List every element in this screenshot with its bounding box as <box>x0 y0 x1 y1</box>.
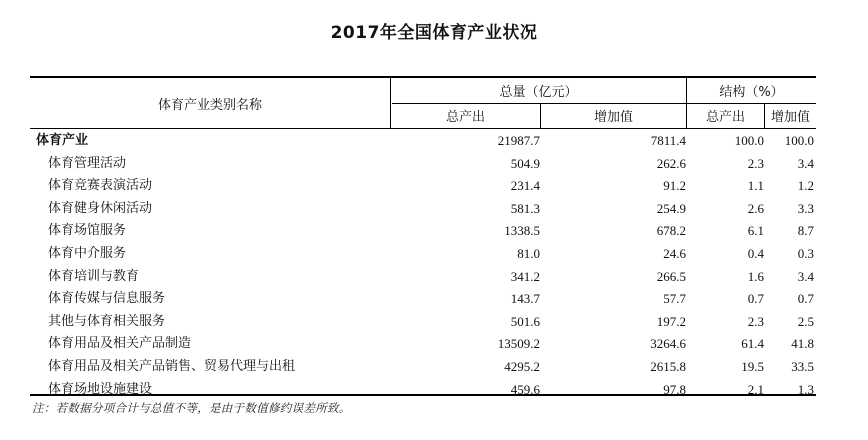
table-row <box>30 266 816 289</box>
cell-output-pct: 0.7 <box>747 291 764 307</box>
row-name: 体育场地设施建设 <box>48 381 153 397</box>
table-row <box>30 243 816 266</box>
cell-value-added-pct: 8.7 <box>797 223 814 239</box>
cell-value-added: 91.2 <box>663 178 686 194</box>
cell-output: 4295.2 <box>504 359 540 374</box>
cell-output: 21987.7 <box>497 133 540 148</box>
cell-output-pct: 2.3 <box>747 313 764 329</box>
table-row <box>30 220 816 243</box>
header-bottom-rule <box>30 128 816 129</box>
row-name: 体育健身休闲活动 <box>48 200 153 216</box>
cell-output: 143.7 <box>510 291 540 307</box>
sports-industry-table <box>30 76 816 396</box>
table-row <box>30 198 816 221</box>
cell-output-pct: 2.6 <box>747 200 764 216</box>
table-row <box>30 333 816 356</box>
header-total-group: 总量（亿元） <box>499 85 578 100</box>
header-category: 体育产业类别名称 <box>157 97 262 113</box>
cell-value-added-pct: 2.5 <box>797 313 814 329</box>
cell-value-added: 678.2 <box>656 223 686 239</box>
table-row <box>30 288 816 311</box>
cell-output-pct: 1.1 <box>747 178 764 194</box>
cell-value-added: 24.6 <box>663 246 686 261</box>
row-name: 体育用品及相关产品制造 <box>48 336 192 352</box>
cell-value-added-pct: 3.4 <box>797 155 814 171</box>
cell-output: 81.0 <box>517 246 540 261</box>
cell-value-added: 57.7 <box>663 291 686 307</box>
row-name: 体育竞赛表演活动 <box>48 178 153 194</box>
cell-output: 581.3 <box>510 200 540 216</box>
cell-output: 504.9 <box>510 155 540 171</box>
cell-output: 13509.2 <box>497 336 540 352</box>
header-output-pct: 总产出 <box>705 110 745 125</box>
table-row <box>30 175 816 198</box>
cell-output: 341.2 <box>510 268 540 284</box>
cell-output: 1338.5 <box>504 223 540 239</box>
cell-value-added-pct: 1.2 <box>797 178 814 194</box>
cell-value-added-pct: 33.5 <box>791 359 814 374</box>
cell-value-added-pct: 41.8 <box>791 336 814 352</box>
cell-value-added-pct: 3.4 <box>797 268 814 284</box>
cell-value-added-pct: 0.7 <box>797 291 814 307</box>
row-name: 体育管理活动 <box>48 155 127 171</box>
row-name: 体育中介服务 <box>48 246 127 261</box>
table-row <box>30 356 816 379</box>
cell-output-pct: 2.3 <box>747 155 764 171</box>
header-output: 总产出 <box>445 110 485 125</box>
header-structure-group: 结构（%） <box>719 85 784 100</box>
cell-output: 501.6 <box>510 313 540 329</box>
table-row <box>30 130 816 153</box>
header-value-added: 增加值 <box>593 110 633 125</box>
cell-output: 231.4 <box>510 178 540 194</box>
row-name: 体育场馆服务 <box>48 223 127 239</box>
cell-value-added: 254.9 <box>656 200 686 216</box>
cell-output-pct: 6.1 <box>747 223 764 239</box>
cell-value-added: 197.2 <box>656 313 686 329</box>
cell-output-pct: 2.1 <box>747 381 764 397</box>
table-title: 2017年全国体育产业状况 <box>330 23 538 43</box>
table-row <box>30 311 816 334</box>
cell-value-added: 97.8 <box>663 381 686 397</box>
table-row <box>30 379 816 402</box>
row-name: 其他与体育相关服务 <box>48 313 166 329</box>
footnote: 注：若数据分项合计与总值不等，是由于数值修约误差所致。 <box>32 401 351 415</box>
cell-output: 459.6 <box>510 381 540 397</box>
cell-value-added-pct: 3.3 <box>797 200 814 216</box>
cell-value-added-pct: 1.3 <box>797 381 814 397</box>
cell-output-pct: 0.4 <box>747 246 764 261</box>
cell-value-added: 266.5 <box>656 268 686 284</box>
cell-output-pct: 19.5 <box>741 359 764 374</box>
cell-value-added-pct: 0.3 <box>797 246 814 261</box>
cell-value-added: 3264.6 <box>650 336 686 352</box>
cell-value-added: 2615.8 <box>650 359 686 374</box>
row-name: 体育用品及相关产品销售、贸易代理与出租 <box>48 359 296 374</box>
row-name: 体育培训与教育 <box>48 268 140 284</box>
row-name: 体育传媒与信息服务 <box>48 291 166 307</box>
cell-output-pct: 100.0 <box>734 133 764 148</box>
header-value-added-pct: 增加值 <box>770 110 810 125</box>
cell-output-pct: 61.4 <box>741 336 764 352</box>
cell-value-added: 7811.4 <box>650 133 686 148</box>
table-row <box>30 153 816 176</box>
row-name: 体育产业 <box>36 133 89 148</box>
cell-value-added: 262.6 <box>656 155 686 171</box>
cell-output-pct: 1.6 <box>747 268 764 284</box>
cell-value-added-pct: 100.0 <box>784 133 814 148</box>
